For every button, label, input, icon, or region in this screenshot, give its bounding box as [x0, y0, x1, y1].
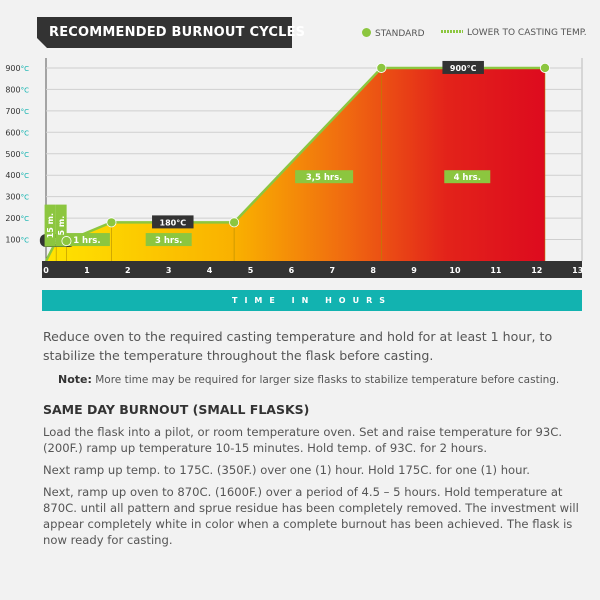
y-tick-900	[5, 64, 29, 73]
x-tick-8: 8	[370, 266, 376, 275]
x-tick-10: 10	[449, 266, 461, 275]
y-tick-700	[5, 107, 29, 116]
y-tick-unit: °C	[20, 172, 29, 181]
temp-label-2: 900°C	[449, 63, 477, 73]
x-tick-9: 9	[411, 266, 417, 275]
legend-lower-label: LOWER TO CASTING TEMP.	[467, 28, 587, 38]
y-tick-unit: °C	[20, 129, 29, 138]
y-tick-100	[5, 236, 29, 245]
burnout-chart	[0, 50, 600, 290]
x-tick-1: 1	[84, 266, 90, 275]
y-tick-unit: °C	[20, 107, 29, 116]
duration-label-3: 1 hrs.	[73, 236, 101, 247]
chart-title-banner	[37, 17, 306, 48]
standard-area	[46, 68, 545, 261]
temp-label-1: 180°C	[159, 218, 187, 228]
data-marker-0	[62, 236, 71, 245]
y-tick-unit: °C	[20, 64, 29, 73]
intro-paragraph: Reduce oven to the required casting temperature and hold for at least 1 hour, to stabilize the temperature throughout the flask before casting.	[43, 329, 553, 363]
x-tick-11: 11	[490, 266, 502, 275]
y-tick-number: 900	[5, 63, 21, 73]
legend-lower-marker	[441, 30, 463, 33]
y-tick-number: 100	[5, 235, 21, 245]
y-tick-number: 300	[5, 192, 21, 202]
data-marker-3	[377, 63, 386, 72]
duration-label-6: 4 hrs.	[453, 173, 481, 184]
x-tick-2: 2	[125, 266, 131, 275]
duration-label-7: 15 m.	[46, 212, 56, 239]
duration-label-8: 5 m.	[57, 215, 67, 236]
x-tick-7: 7	[329, 266, 336, 275]
x-tick-13: 13	[572, 266, 584, 275]
x-tick-12: 12	[531, 266, 543, 275]
x-tick-4: 4	[206, 266, 213, 275]
duration-label-4: 3 hrs.	[154, 236, 183, 247]
data-marker-2	[230, 218, 239, 227]
y-tick-unit: °C	[20, 236, 29, 245]
y-tick-500	[5, 150, 29, 159]
x-axis-label: TIME IN HOURS	[231, 296, 392, 305]
step-2-paragraph: Next ramp up temp. to 175C. (350F.) over one (1) hour. Hold 175C. for one (1) hour.	[43, 463, 530, 477]
x-tick-0: 0	[43, 266, 49, 275]
y-tick-number: 500	[5, 149, 21, 159]
y-tick-600	[5, 128, 29, 137]
y-tick-800	[5, 85, 29, 94]
note-label: Note:	[58, 373, 92, 386]
y-tick-300	[5, 193, 29, 202]
x-axis-label-bar	[42, 290, 582, 311]
note-paragraph	[58, 373, 598, 387]
duration-label-5: 3,5 hrs.	[305, 173, 343, 184]
legend-standard-label: STANDARD	[375, 29, 425, 39]
x-tick-3: 3	[165, 266, 172, 275]
y-tick-200	[5, 214, 29, 223]
section-heading: SAME DAY BURNOUT (SMALL FLASKS)	[43, 402, 310, 417]
y-tick-number: 600	[5, 128, 21, 138]
step-1-paragraph: Load the flask into a pilot, or room temperature oven. Set and raise temperature for 93C. (200F.) ramp up temperature 10-15 minutes. Hold temp. of 93C. for 2 hours.	[43, 425, 563, 455]
y-tick-number: 700	[5, 106, 21, 116]
x-tick-6: 6	[288, 266, 295, 275]
y-tick-400	[5, 171, 29, 180]
legend-standard-marker	[362, 28, 371, 37]
y-axis-ticks	[5, 64, 29, 245]
chart-title: RECOMMENDED BURNOUT CYCLES	[49, 25, 306, 40]
note-text: More time may be required for larger size flasks to stabilize temperature before casting.	[95, 374, 560, 386]
y-tick-unit: °C	[20, 193, 29, 202]
legend-lower-casting	[441, 28, 587, 38]
step-3-paragraph: Next, ramp up oven to 870C. (1600F.) over a period of 4.5 – 5 hours. Hold temperature at 870C. until all pattern and sprue residue has been completely removed. The investment will appear completely white in color when a complete burnout has been achieved. The flask is now ready for casting.	[43, 485, 579, 547]
data-marker-4	[540, 63, 549, 72]
y-tick-unit: °C	[20, 86, 29, 95]
y-tick-number: 800	[5, 85, 21, 95]
y-tick-unit: °C	[20, 150, 29, 159]
legend-standard	[362, 28, 425, 39]
y-tick-number: 400	[5, 171, 21, 181]
data-marker-1	[107, 218, 116, 227]
y-tick-number: 200	[5, 214, 21, 224]
y-tick-unit: °C	[20, 215, 29, 224]
x-tick-5: 5	[247, 266, 254, 275]
